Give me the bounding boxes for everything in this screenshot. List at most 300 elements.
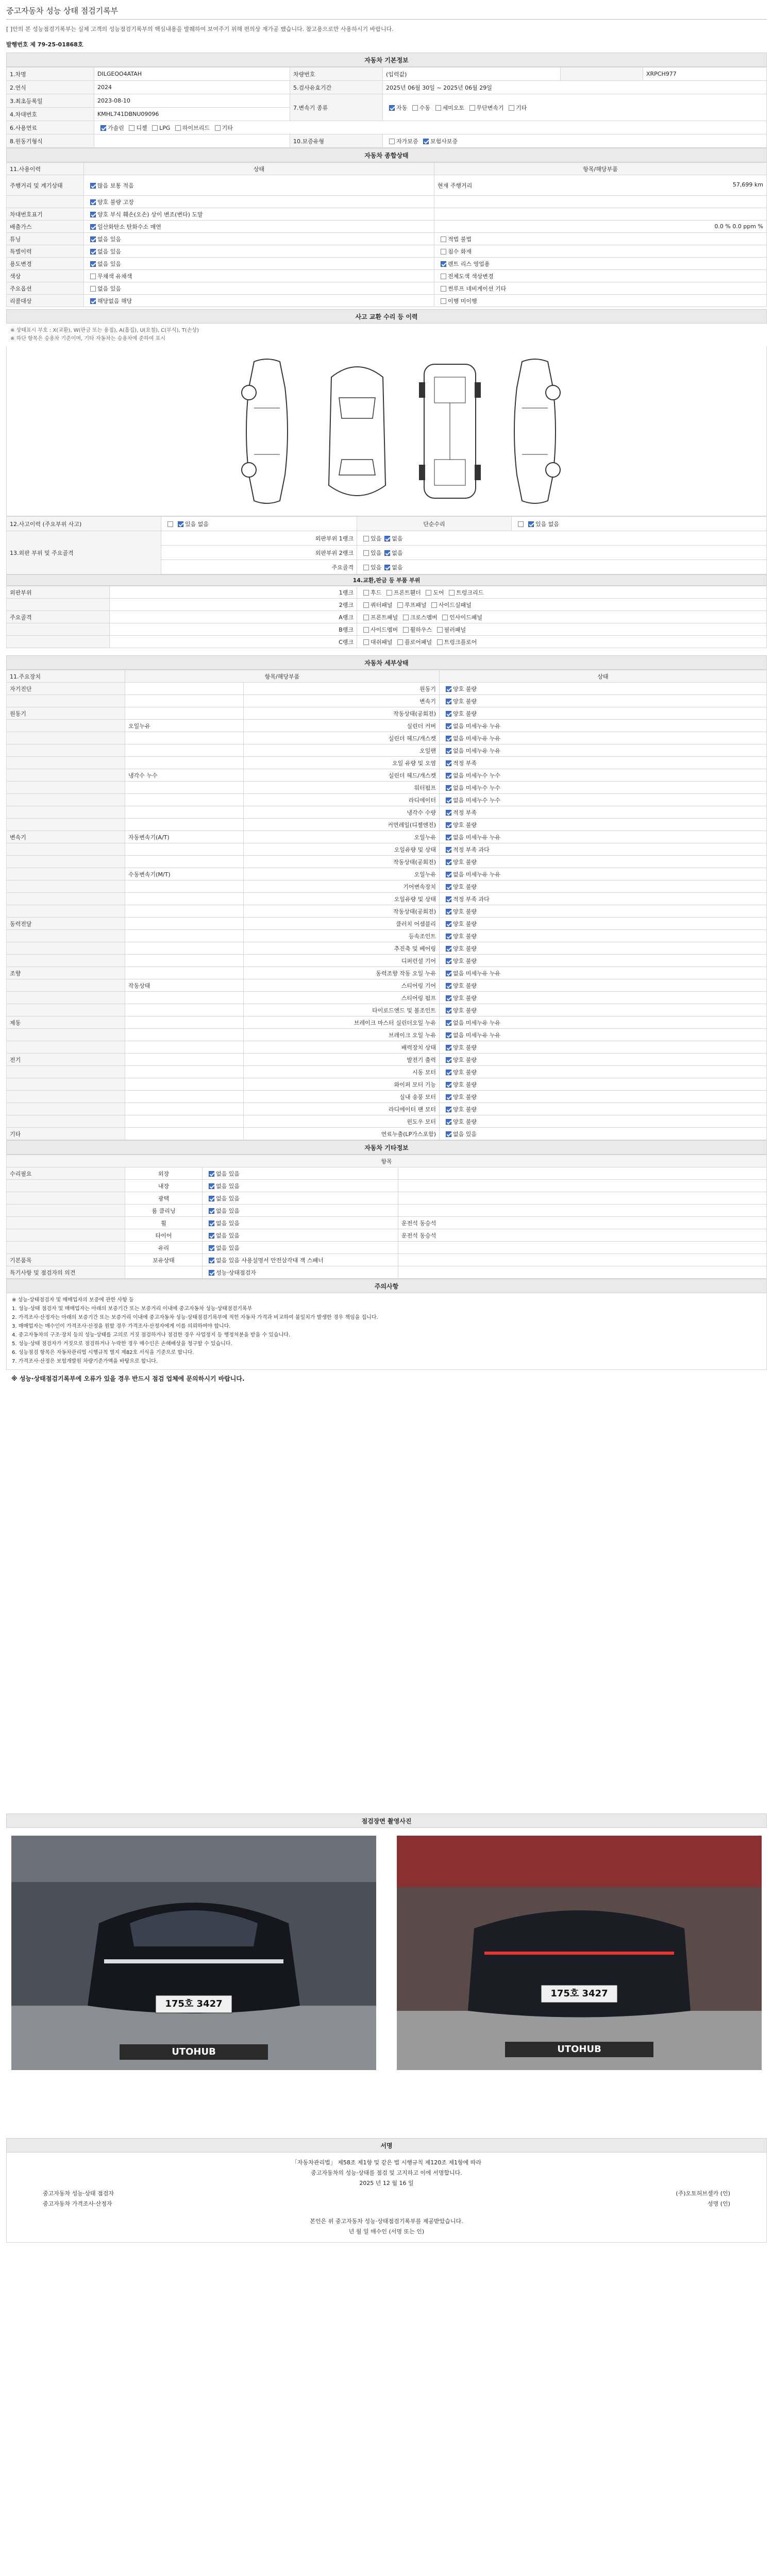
car-rear-image [397, 1836, 762, 2070]
checkbox-part[interactable] [426, 590, 431, 596]
group-frame: 주요골격 [7, 611, 110, 623]
checkbox-state[interactable] [90, 274, 96, 279]
checkbox-state[interactable] [90, 298, 96, 304]
transmission-options: 자동 수동 세미오토 무단변속기 기타 [383, 94, 767, 121]
checkbox-repair-yes[interactable] [518, 521, 524, 527]
detail-a [7, 1029, 125, 1041]
checkbox-status[interactable] [446, 711, 451, 717]
document [6, 0, 767, 1387]
state-options: 무채색 유채색 [97, 273, 132, 280]
detail-row [7, 1078, 767, 1091]
label-vin: 4.차대번호 [7, 108, 94, 121]
checkbox-lpg[interactable] [152, 125, 158, 131]
outer-panel-label: 13.외판 부위 및 주요골격 [7, 531, 161, 574]
general-state-table [6, 162, 767, 307]
checkbox-self-warranty[interactable] [389, 139, 395, 144]
detail-a [7, 720, 125, 732]
other-item: 룸 클리닝 [125, 1205, 203, 1217]
emission-detail: 0.0 % 0.0 ppm % [434, 221, 767, 233]
checkbox-part[interactable] [431, 602, 437, 608]
detail-row [7, 1041, 767, 1054]
detail-a: 제동 [7, 1016, 125, 1029]
detail-status [440, 992, 767, 1004]
checkbox-accident-yes[interactable] [167, 521, 173, 527]
value-plate: (입력값) [383, 67, 561, 81]
checkbox-status[interactable] [446, 810, 451, 816]
detail-b [125, 955, 244, 967]
detail-row [7, 806, 767, 819]
col-status: 상태 [440, 670, 767, 683]
detail-a [7, 794, 125, 806]
detail-c: 스티어링 펌프 [244, 992, 440, 1004]
detail-status [440, 695, 767, 707]
checkbox-detail[interactable] [441, 298, 446, 304]
checkbox-semi[interactable] [435, 105, 441, 111]
detail-status [440, 744, 767, 757]
detail-row [7, 905, 767, 918]
detail-c: 발전기 출력 [244, 1054, 440, 1066]
detail-status [440, 707, 767, 720]
detail-c: 워터펌프 [244, 782, 440, 794]
detail-row [7, 930, 767, 942]
detail-c: 작동상태(공회전) [244, 856, 440, 868]
checkbox-part[interactable] [403, 615, 409, 620]
checkbox-status[interactable] [446, 736, 451, 741]
row-mileage-value [434, 175, 767, 196]
detail-row [7, 769, 767, 782]
detail-row [7, 782, 767, 794]
checkbox-status[interactable] [446, 896, 451, 902]
other-group [7, 1180, 125, 1192]
checkbox-status[interactable] [446, 921, 451, 927]
accident-table: 12.사고이력 (주요부위 사고) 있음 없음 단순수리 있음 없음 13.외판 부위 및 주요골격 외판부위 1랭크 있음 없음 외판부위 2랭크 있음 없음 주요골격 있음 없음 [6, 516, 767, 574]
detail-status [440, 732, 767, 744]
status-options: 양호 불량 [453, 1118, 477, 1125]
detail-a [7, 880, 125, 893]
checkbox-status[interactable] [446, 958, 451, 964]
notes-header: 주의사항 [6, 1279, 767, 1293]
checkbox-part[interactable] [363, 615, 369, 620]
detail-c: 스티어링 기어 [244, 979, 440, 992]
parts-change-header: 14.교환,판금 등 부품 부위 [6, 574, 767, 586]
detail-b [125, 1029, 244, 1041]
detail-row [7, 695, 767, 707]
detail-c: 실린더 헤드/개스켓 [244, 732, 440, 744]
checkbox-status[interactable] [209, 1270, 214, 1276]
status-options: 없음 미세누유 누유 [453, 1031, 501, 1039]
checkbox-part[interactable] [437, 639, 443, 645]
detail-row [7, 1103, 767, 1115]
checkbox-part[interactable] [449, 590, 455, 596]
row-mileage-label: 주행거리 및 계기상태 [7, 175, 84, 196]
detail-c: 오일팬 [244, 744, 440, 757]
checkbox-status[interactable] [446, 785, 451, 791]
detail-c: 라디에이터 [244, 794, 440, 806]
note-line: 6. 성능점검 항목은 자동차관리법 시행규칙 별지 제82호 서식을 기준으로 합니다. [12, 1350, 194, 1355]
other-item: 보유상태 [125, 1254, 203, 1266]
car-diagram [6, 346, 767, 516]
detail-c: 동력조향 작동 오일 누유 [244, 967, 440, 979]
detail-c: 등속조인트 [244, 930, 440, 942]
status-options: 없음 있음 [216, 1170, 240, 1177]
accident-header: 사고 교환 수리 등 이력 [6, 309, 767, 324]
detail-row [7, 732, 767, 744]
other-row [7, 1266, 767, 1279]
color-detail: 전체도색 색상변경 [448, 273, 494, 280]
row-options-label: 주요옵션 [7, 282, 84, 295]
detail-a [7, 1115, 125, 1128]
checkbox-status[interactable] [446, 995, 451, 1001]
car-front-image [11, 1836, 376, 2070]
row-special-label: 특별이력 [7, 245, 84, 258]
detail-row [7, 744, 767, 757]
car-bottom-icon [414, 357, 486, 506]
other-side: 운전석 동승석 [398, 1229, 767, 1242]
checkbox-status[interactable] [446, 760, 451, 766]
car-right-side-icon [501, 357, 568, 506]
detail-row [7, 683, 767, 695]
detail-status [440, 1041, 767, 1054]
detail-c: 실린더 헤드/개스켓 [244, 769, 440, 782]
status-options: 양호 불량 [453, 1044, 477, 1051]
checkbox-status[interactable] [446, 686, 451, 692]
detail-status [440, 782, 767, 794]
checkbox-state[interactable] [90, 236, 96, 242]
group-outer: 외판부위 [7, 586, 110, 599]
detail-a [7, 893, 125, 905]
detail-row [7, 757, 767, 769]
checkbox-status[interactable] [446, 946, 451, 952]
detail-row [7, 1066, 767, 1078]
checkbox-fuel-other[interactable] [215, 125, 221, 131]
checkbox-detail[interactable] [441, 286, 446, 292]
checkbox-status[interactable] [446, 909, 451, 914]
checkbox-detail[interactable] [441, 274, 446, 279]
photos-header: 점검장면 촬영사진 [6, 1814, 767, 1828]
status-options: 없음 있음 [216, 1182, 240, 1190]
checkbox-status[interactable] [446, 822, 451, 828]
other-item: 내장 [125, 1180, 203, 1192]
checkbox-frame-no[interactable] [384, 565, 390, 570]
status-options: 양호 불량 [453, 908, 477, 915]
other-status [203, 1180, 398, 1192]
status-options: 양호 불량 [453, 710, 477, 717]
detail-status [440, 794, 767, 806]
detail-status [440, 1078, 767, 1091]
checkbox-status[interactable] [446, 983, 451, 989]
detail-b [125, 893, 244, 905]
detail-status [440, 831, 767, 843]
status-options: 없음 있음 [216, 1244, 240, 1251]
status-options: 없음 있음 [216, 1207, 240, 1214]
checkbox-status[interactable] [446, 1107, 451, 1112]
detail-a [7, 1066, 125, 1078]
detail-b [125, 992, 244, 1004]
detail-state-table [6, 670, 767, 1140]
checkbox-status[interactable] [209, 1258, 214, 1263]
detail-b [125, 856, 244, 868]
state-options: 없음 있음 [97, 285, 122, 292]
checkbox-state[interactable] [90, 183, 96, 189]
checkbox-detail[interactable] [441, 236, 446, 242]
checkbox-state[interactable] [90, 286, 96, 292]
detail-status [440, 930, 767, 942]
row-emission-label: 배출가스 [7, 221, 84, 233]
status-options: 양호 불량 [453, 982, 477, 989]
detail-b [125, 1066, 244, 1078]
checkbox-part[interactable] [363, 639, 369, 645]
status-options: 없음 미세누유 누유 [453, 747, 501, 754]
row-tuning-label: 튜닝 [7, 233, 84, 245]
detail-status [440, 893, 767, 905]
status-options: 양호 불량 [453, 957, 477, 964]
status-options: 없음 있음 [216, 1232, 240, 1239]
detail-state-header: 자동차 세부상태 [6, 655, 767, 670]
checkbox-part[interactable] [363, 590, 369, 596]
detail-row [7, 1016, 767, 1029]
status-options: 없음 있음 [216, 1195, 240, 1202]
row-usechange-label: 용도변경 [7, 258, 84, 270]
detail-a: 조향 [7, 967, 125, 979]
checkbox-repair-no[interactable] [528, 521, 534, 527]
checkbox-status[interactable] [446, 1008, 451, 1013]
detail-row [7, 856, 767, 868]
legend-line: ※ 상태표시 부호 : X(교환), W(판금 또는 용접), A(흠집), U(요철), C(부식), T(손상) [10, 328, 199, 333]
checkbox-frame-yes[interactable] [363, 565, 369, 570]
checkbox-status[interactable] [446, 1131, 451, 1137]
checkbox-detail[interactable] [441, 261, 446, 267]
checkbox-status[interactable] [446, 773, 451, 778]
parts-change-table: 외판부위 1랭크 후드 프론트휀더 도어 트렁크리드 2랭크 쿼터패널 루프패널 사이드실패널 주요골격 A랭크 프론트패널 크로스멤버 인사이드패널 B랭크 사이드멤버 휠하우스 필러패널 C랭크 대쉬패널 플로어패널 트렁크플로어 [6, 586, 767, 648]
detail-b [125, 732, 244, 744]
mileage-value: 57,699 km [732, 181, 763, 188]
other-side: 운전석 동승석 [398, 1217, 767, 1229]
row-gauge-state [84, 196, 434, 208]
detail-row [7, 831, 767, 843]
status-options: 적정 부족 [453, 759, 477, 767]
sign-bottom-2: 년 월 일 매수인 (서명 또는 인) [348, 2228, 425, 2235]
detail-status [440, 955, 767, 967]
detail-status [440, 1029, 767, 1041]
detail-a: 변속기 [7, 831, 125, 843]
status-options: 양호 불량 [453, 1007, 477, 1014]
checkbox-part[interactable] [442, 615, 448, 620]
detail-c: 배력장치 상태 [244, 1041, 440, 1054]
detail-status [440, 1128, 767, 1140]
detail-row [7, 1004, 767, 1016]
detail-b [125, 1103, 244, 1115]
legend-line-2: ※ 하단 항목은 승용차 기준이며, 기타 자동차는 승용차에 준하여 표시 [10, 336, 165, 342]
checkbox-status[interactable] [446, 1020, 451, 1026]
detail-c: 오일유량 및 상태 [244, 893, 440, 905]
detail-c: 오일 유량 및 오염 [244, 757, 440, 769]
detail-status [440, 856, 767, 868]
other-row [7, 1180, 767, 1192]
status-options: 양호 불량 [453, 994, 477, 1002]
checkbox-status[interactable] [209, 1196, 214, 1201]
checkbox-gasoline[interactable] [100, 125, 106, 131]
detail-b: 오일누유 [125, 720, 244, 732]
detail-c: 와이퍼 모터 기능 [244, 1078, 440, 1091]
other-group: 수리필요 [7, 1167, 125, 1180]
checkbox-status[interactable] [446, 1082, 451, 1088]
other-info-header: 자동차 기타정보 [6, 1140, 767, 1155]
checkbox-status[interactable] [446, 934, 451, 939]
status-options: 양호 불량 [453, 1056, 477, 1063]
detail-b [125, 683, 244, 695]
checkbox-rank1-no[interactable] [384, 536, 390, 541]
checkbox-status[interactable] [209, 1245, 214, 1251]
checkbox-state[interactable] [90, 249, 96, 255]
detail-b [125, 905, 244, 918]
detail-a: 자기진단 [7, 683, 125, 695]
note-line: 1. 성능·상태 점검자 및 매매업자는 아래의 보증기간 또는 보증거리 이내에 중고자동차 성능·상태점검기록부 [12, 1306, 253, 1312]
status-options: 양호 불량 [453, 858, 477, 866]
detail-c: 윈도우 모터 [244, 1115, 440, 1128]
inspector-value: (주)오토허브셀카 (인) [676, 2190, 730, 2197]
value-car-name: DILGEOO4ATAH [94, 67, 290, 81]
status-options: 없음 미세누유 누유 [453, 871, 501, 878]
value-validity: 2025년 06월 30일 ~ 2025년 06월 29일 [383, 81, 767, 94]
checkbox-status[interactable] [446, 859, 451, 865]
checkbox-status[interactable] [446, 748, 451, 754]
checkbox-part[interactable] [437, 627, 443, 633]
note-line: 3. 매매업자는 매수인이 가격조사·산정을 원할 경우 가격조사·산정자에게 이를 의뢰하여야 합니다. [12, 1324, 231, 1329]
checkbox-status[interactable] [446, 723, 451, 729]
detail-c: 기어변속장치 [244, 880, 440, 893]
checkbox-status[interactable] [209, 1208, 214, 1214]
checkbox-part[interactable] [403, 627, 409, 633]
detail-a [7, 1078, 125, 1091]
detail-a: 원동기 [7, 707, 125, 720]
checkbox-status[interactable] [446, 1045, 451, 1050]
detail-b [125, 918, 244, 930]
detail-b [125, 1004, 244, 1016]
checkbox-cvt[interactable] [469, 105, 475, 111]
checkbox-accident-no[interactable] [178, 521, 183, 527]
detail-row [7, 992, 767, 1004]
checkbox-state[interactable] [90, 261, 96, 267]
checkbox-insurance-warranty[interactable] [423, 139, 429, 144]
document-title: 중고자동차 성능 상태 점검기록부 [6, 0, 767, 20]
detail-a [7, 695, 125, 707]
special-detail: 침수 화재 [448, 248, 472, 255]
detail-status [440, 720, 767, 732]
checkbox-auto[interactable] [389, 105, 395, 111]
detail-c: 시동 모터 [244, 1066, 440, 1078]
checkbox-rank2-no[interactable] [384, 550, 390, 556]
other-group [7, 1217, 125, 1229]
checkbox-status[interactable] [446, 1094, 451, 1100]
status-options: 양호 불량 [453, 933, 477, 940]
detail-a: 동력전달 [7, 918, 125, 930]
checkbox-other[interactable] [509, 105, 514, 111]
checkbox-status[interactable] [446, 1119, 451, 1125]
checkbox-status[interactable] [209, 1221, 214, 1226]
label-year: 2.연식 [7, 81, 94, 94]
checkbox-status[interactable] [446, 971, 451, 976]
detail-row [7, 868, 767, 880]
checkbox-part[interactable] [397, 639, 403, 645]
detail-a [7, 955, 125, 967]
detail-c: 오일누유 [244, 868, 440, 880]
detail-status [440, 683, 767, 695]
detail-a [7, 1004, 125, 1016]
checkbox-part[interactable] [363, 602, 369, 608]
value-vin: KMHL741DBNU09096 [94, 108, 290, 121]
checkbox-status[interactable] [446, 1057, 451, 1063]
other-status [203, 1167, 398, 1180]
checkbox-rank1-yes[interactable] [363, 536, 369, 541]
checkbox-part[interactable] [397, 602, 403, 608]
other-status [203, 1229, 398, 1242]
detail-b [125, 794, 244, 806]
checkbox-detail[interactable] [441, 249, 446, 255]
simple-repair-label: 단순수리 [357, 517, 512, 531]
detail-c: 디퍼런셜 기어 [244, 955, 440, 967]
checkbox-state[interactable] [90, 212, 96, 217]
rank2-label: 외판부위 2랭크 [161, 546, 357, 560]
detail-status [440, 1054, 767, 1066]
checkbox-rank2-yes[interactable] [363, 550, 369, 556]
checkbox-status[interactable] [446, 884, 451, 890]
checkbox-diesel[interactable] [129, 125, 135, 131]
other-group [7, 1242, 125, 1254]
checkbox-status[interactable] [446, 798, 451, 803]
pricer-label: 중고자동차 가격조사·산정자 [43, 2200, 112, 2207]
detail-row [7, 1091, 767, 1103]
sign-bottom: 본인은 위 중고자동차 성능·상태점검기록부를 제공받았습니다. [310, 2218, 463, 2225]
checkbox-status[interactable] [446, 835, 451, 840]
detail-a [7, 1041, 125, 1054]
checkbox-part[interactable] [386, 590, 392, 596]
checkbox-status[interactable] [209, 1233, 214, 1239]
other-status [203, 1205, 398, 1217]
other-item: 타이어 [125, 1229, 203, 1242]
checkbox-manual[interactable] [412, 105, 418, 111]
checkbox-status[interactable] [446, 872, 451, 877]
other-row [7, 1217, 767, 1229]
checkbox-part[interactable] [363, 627, 369, 633]
checkbox-status[interactable] [446, 1070, 451, 1075]
state-options: 없음 있음 [97, 248, 122, 255]
sign-date: 2025 년 12 월 16 일 [359, 2180, 414, 2187]
status-options: 없음 미세누유 누유 [453, 1019, 501, 1026]
detail-a: 전기 [7, 1054, 125, 1066]
detail-row [7, 720, 767, 732]
checkbox-status[interactable] [446, 1032, 451, 1038]
note-line: ※ 성능·상태점검자 및 매매업자의 보증에 관한 사항 등 [12, 1297, 134, 1303]
usechange-detail: 렌트 리스 영업용 [448, 260, 490, 267]
detail-b [125, 757, 244, 769]
label-plate: 차량번호 [290, 67, 383, 81]
checkbox-status[interactable] [209, 1171, 214, 1177]
other-item: 휠 [125, 1217, 203, 1229]
other-side [398, 1192, 767, 1205]
state-options: 없음 있음 [97, 260, 122, 267]
checkbox-status[interactable] [209, 1183, 214, 1189]
accident-history-label: 12.사고이력 (주요부위 사고) [7, 517, 161, 531]
checkbox-state[interactable] [90, 199, 96, 205]
detail-b [125, 1091, 244, 1103]
checkbox-hybrid[interactable] [175, 125, 181, 131]
fuel-options: 가솔린 디젤 LPG 하이브리드 기타 [94, 121, 767, 134]
detail-status [440, 1066, 767, 1078]
checkbox-status[interactable] [446, 699, 451, 704]
tuning-detail: 적법 불법 [448, 235, 472, 243]
checkbox-status[interactable] [446, 847, 451, 853]
checkbox-state[interactable] [90, 224, 96, 230]
